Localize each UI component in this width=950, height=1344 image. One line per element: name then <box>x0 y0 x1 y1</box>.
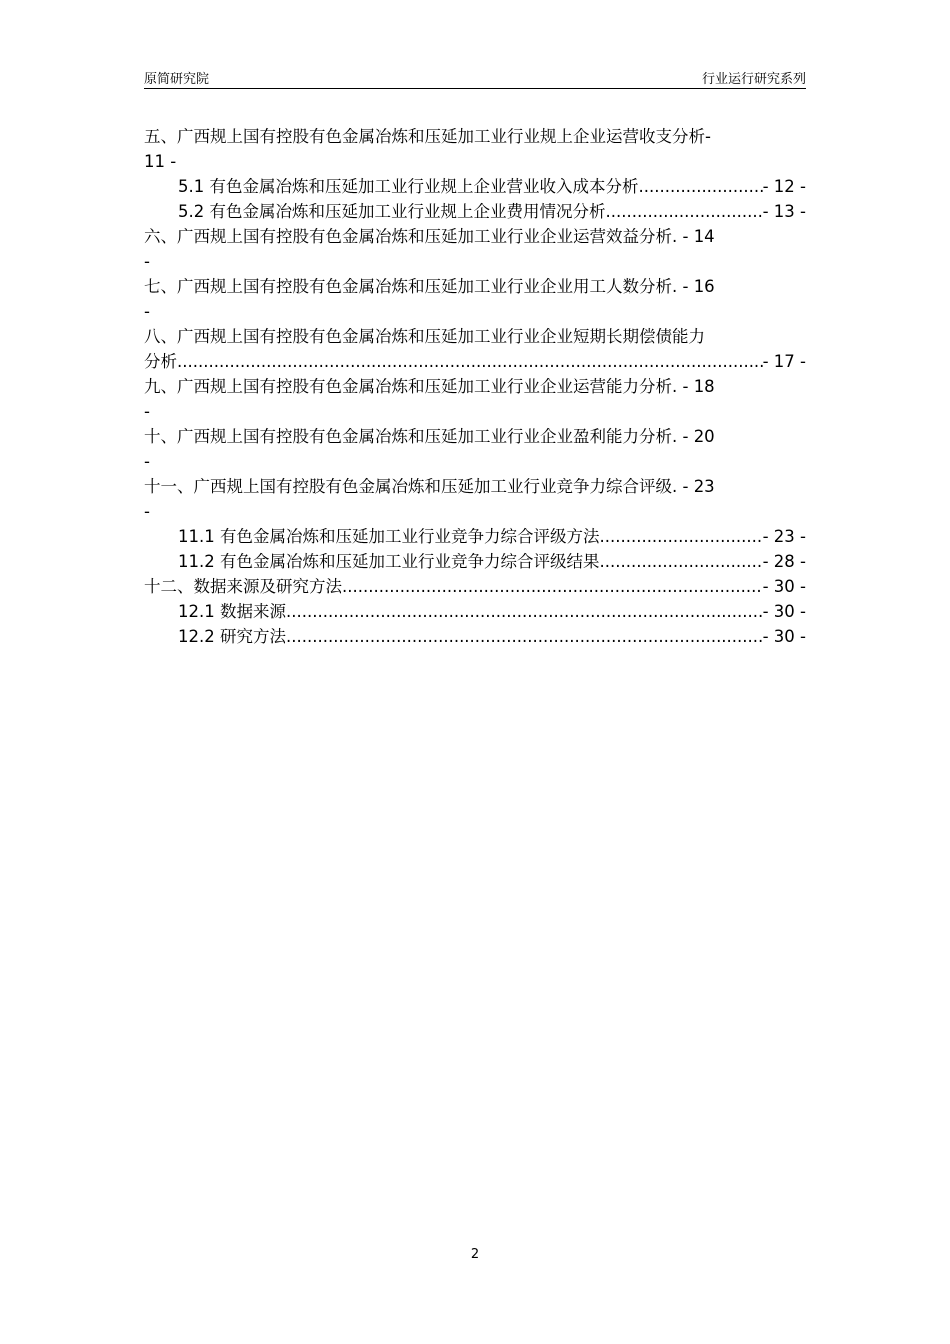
toc-entry-page: - 28 - <box>762 552 806 571</box>
toc-leader-dots <box>177 349 763 374</box>
toc-entry-title: 七、广西规上国有控股有色金属冶炼和压延加工业行业企业用工人数分析 <box>144 277 672 296</box>
toc-entry-page: - <box>144 502 150 521</box>
toc-entry-title: 十、广西规上国有控股有色金属冶炼和压延加工业行业企业盈利能力分析 <box>144 427 672 446</box>
toc-entry-page: . - 23 <box>672 477 715 496</box>
toc-leader-dots <box>599 549 762 574</box>
toc-entry-6-wrap <box>144 249 806 274</box>
toc-entry-9[interactable] <box>144 374 806 399</box>
toc-entry-12-2[interactable] <box>144 624 806 649</box>
toc-entry-title: 六、广西规上国有控股有色金属冶炼和压延加工业行业企业运营效益分析 <box>144 227 672 246</box>
toc-entry-title: 分析 <box>144 352 177 371</box>
toc-entry-page: - 30 - <box>762 602 806 621</box>
page-number: 2 <box>470 1247 480 1262</box>
toc-entry-page: . - 14 <box>672 227 715 246</box>
toc-entry-5[interactable] <box>144 124 806 149</box>
toc-entry-page: - 30 - <box>762 627 806 646</box>
toc-entry-page: - <box>705 127 711 146</box>
toc-entry-7[interactable] <box>144 274 806 299</box>
toc-entry-page: . - 16 <box>672 277 715 296</box>
toc-entry-11-wrap <box>144 499 806 524</box>
toc-entry-page: 11 - <box>144 152 177 171</box>
toc-entry-title: 11.1 有色金属冶炼和压延加工业行业竞争力综合评级方法 <box>178 527 600 546</box>
toc-entry-page: - 30 - <box>762 577 806 596</box>
toc-entry-page: - <box>144 252 150 271</box>
toc-entry-title: 11.2 有色金属冶炼和压延加工业行业竞争力综合评级结果 <box>178 552 600 571</box>
header-series-name: 行业运行研究系列 <box>701 72 806 87</box>
toc-entry-title: 九、广西规上国有控股有色金属冶炼和压延加工业行业企业运营能力分析 <box>144 377 672 396</box>
toc-entry-title: 十一、广西规上国有控股有色金属冶炼和压延加工业行业竞争力综合评级 <box>144 477 672 496</box>
toc-entry-page: - <box>144 402 150 421</box>
toc-entry-page: . - 18 <box>672 377 715 396</box>
header-org-name: 原简研究院 <box>144 72 210 87</box>
toc-entry-11[interactable] <box>144 474 806 499</box>
toc-entry-title: 5.2 有色金属冶炼和压延加工业行业规上企业费用情况分析 <box>178 202 606 221</box>
toc-entry-5-wrap <box>144 149 806 174</box>
toc-entry-page: - 12 - <box>762 177 806 196</box>
page-header <box>144 66 806 89</box>
toc-entry-title: 12.1 数据来源 <box>178 602 286 621</box>
toc-entry-7-wrap <box>144 299 806 324</box>
toc-entry-page: . - 20 <box>672 427 715 446</box>
toc-entry-5-1[interactable] <box>144 174 806 199</box>
toc-leader-dots <box>286 624 763 649</box>
toc-leader-dots <box>286 599 763 624</box>
toc-entry-title: 12.2 研究方法 <box>178 627 286 646</box>
table-of-contents <box>144 124 806 649</box>
toc-entry-page: - <box>144 452 150 471</box>
toc-leader-dots <box>599 524 762 549</box>
toc-entry-5-2[interactable] <box>144 199 806 224</box>
toc-entry-page: - 13 - <box>762 202 806 221</box>
toc-entry-title: 十二、数据来源及研究方法 <box>144 577 342 596</box>
toc-entry-title: 5.1 有色金属冶炼和压延加工业行业规上企业营业收入成本分析 <box>178 177 639 196</box>
toc-entry-12-1[interactable] <box>144 599 806 624</box>
toc-leader-dots <box>606 199 763 224</box>
toc-entry-12[interactable] <box>144 574 806 599</box>
toc-entry-10[interactable] <box>144 424 806 449</box>
toc-leader-dots <box>342 574 763 599</box>
toc-entry-11-1[interactable] <box>144 524 806 549</box>
toc-entry-8[interactable] <box>144 324 806 349</box>
page-footer <box>0 1247 950 1262</box>
toc-entry-11-2[interactable] <box>144 549 806 574</box>
toc-entry-title: 八、广西规上国有控股有色金属冶炼和压延加工业行业企业短期长期偿债能力 <box>144 327 705 346</box>
toc-entry-9-wrap <box>144 399 806 424</box>
toc-entry-page: - 17 - <box>762 352 806 371</box>
toc-leader-dots <box>639 174 763 199</box>
toc-entry-8-wrap[interactable] <box>144 349 806 374</box>
toc-entry-6[interactable] <box>144 224 806 249</box>
toc-entry-page: - <box>144 302 150 321</box>
toc-entry-10-wrap <box>144 449 806 474</box>
toc-entry-title: 五、广西规上国有控股有色金属冶炼和压延加工业行业规上企业运营收支分析 <box>144 127 705 146</box>
toc-entry-page: - 23 - <box>762 527 806 546</box>
